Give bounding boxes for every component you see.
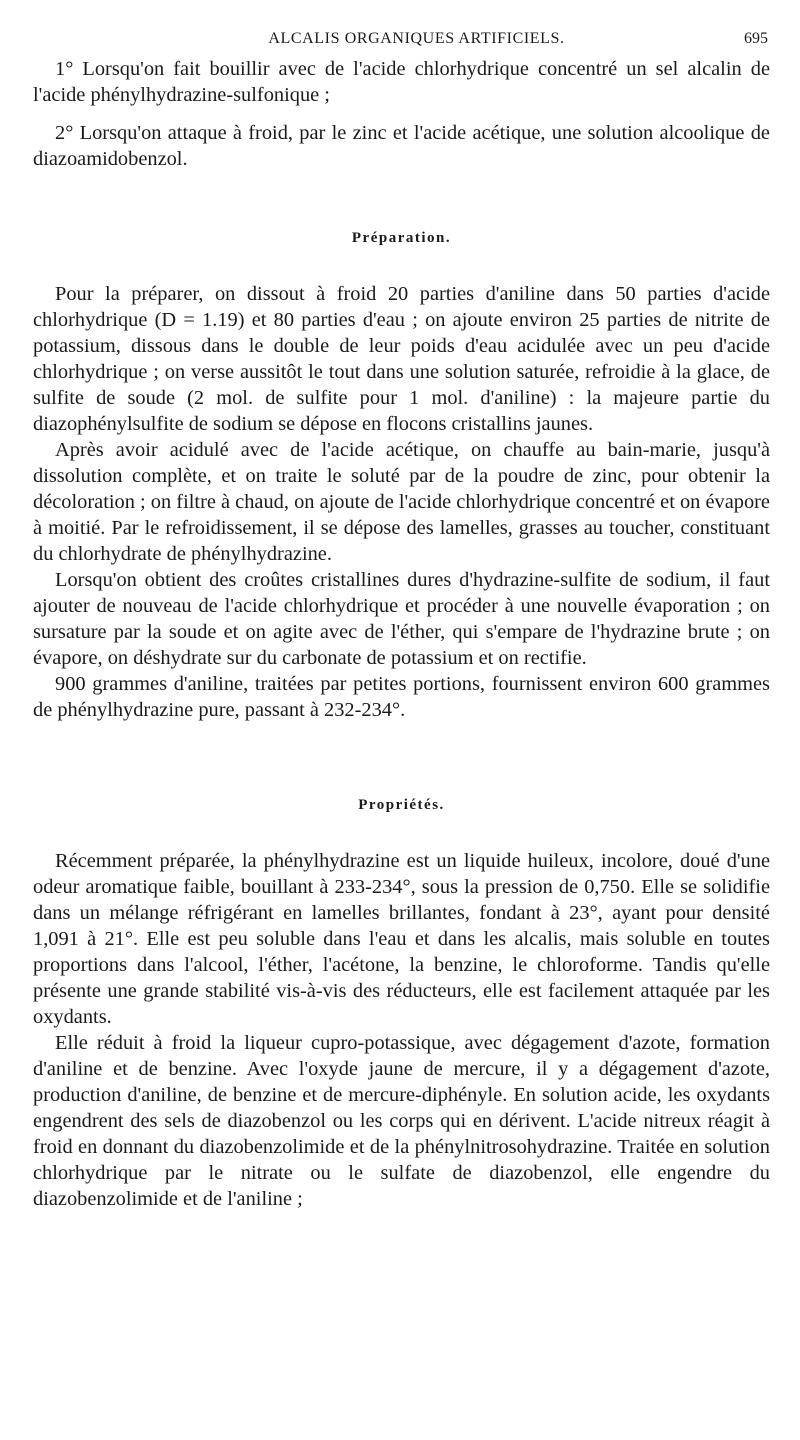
preparation-paragraph-3: Lorsqu'on obtient des croûtes cristallines dures d'hydrazine-sulfite de sodium, il faut ajouter de nouveau de l'acide chlorhydrique et procéder à une nouvelle évaporation ; on sursature par la soude et on agite avec de l'éther, qui s'empare de l'hydrazine brute ; on évapore, on déshydrate sur du carbonate de potassium et on rectifie. (33, 569, 770, 669)
proprietes-paragraph-2: Elle réduit à froid la liqueur cupro-potassique, avec dégagement d'azote, formation d'aniline et de benzine. Avec l'oxyde jaune de mercure, il y a dégagement d'azote, production d'aniline, de benzine et de mercure-diphényle. En solution acide, les oxydants engendrent des sels de diazobenzol ou les corps qui en dérivent. L'acide nitreux réagit à froid en donnant du diazobenzolimide et de la phénylnitrosohydrazine. Traitée en solution chlorhydrique par le nitrate ou le sulfate de diazobenzol, elle engendre du diazobenzolimide et de l'aniline ; (33, 1032, 770, 1210)
running-title: ALCALIS ORGANIQUES ARTIFICIELS. (268, 30, 565, 47)
page-number: 695 (744, 30, 768, 47)
section-title-proprietes: Propriétés. (358, 797, 445, 813)
preparation-paragraph-1: Pour la préparer, on dissout à froid 20 parties d'aniline dans 50 parties d'acide chlorhydrique (D = 1.19) et 80 parties d'eau ; on ajoute environ 25 parties de nitrite de potassium, dissous dans le double de leur poids d'eau acidulée avec un peu d'acide chlorhydrique ; on verse aussitôt le tout dans une solution saturée, refroidie à la glace, de sulfite de soude (2 mol. de sulfite pour 1 mol. d'aniline) : la majeure partie du diazophénylsulfite de sodium se dépose en flocons cristallins jaunes. (33, 283, 770, 435)
proprietes-paragraph-1: Récemment préparée, la phénylhydrazine est un liquide huileux, incolore, doué d'une odeur aromatique faible, bouillant à 233-234°, sous la pression de 0,750. Elle se solidifie dans un mélange réfrigérant en lamelles brillantes, fondant à 23°, ayant pour densité 1,091 à 21°. Elle est peu soluble dans l'eau et dans les alcalis, mais soluble en toutes proportions dans l'alcool, l'éther, l'acétone, la benzine, le chloroforme. Tandis qu'elle présente une grande stabilité vis-à-vis des réducteurs, elle est facilement attaquée par les oxydants. (33, 850, 770, 1028)
page-body (33, 56, 770, 1212)
page-header (33, 0, 770, 56)
preparation-paragraph-4: 900 grammes d'aniline, traitées par petites portions, fournissent environ 600 grammes de phénylhydrazine pure, passant à 232-234°. (33, 673, 770, 721)
section-title-preparation: Préparation. (351, 230, 452, 246)
preparation-paragraph-2: Après avoir acidulé avec de l'acide acétique, on chauffe au bain-marie, jusqu'à dissolution complète, et on traite le soluté par de la poudre de zinc, pour obtenir la décoloration ; on filtre à chaud, on ajoute de l'acide chlorhydrique concentré et on évapore à moitié. Par le refroidissement, il se dépose des lamelles, grasses au toucher, constituant du chlorhydrate de phénylhydrazine. (33, 439, 770, 565)
intro-item-2: 2° Lorsqu'on attaque à froid, par le zinc et l'acide acétique, une solution alcoolique de diazoamidobenzol. (33, 122, 770, 170)
intro-item-1: 1° Lorsqu'on fait bouillir avec de l'acide chlorhydrique concentré un sel alcalin de l'acide phénylhydrazine-sulfonique ; (33, 58, 770, 106)
